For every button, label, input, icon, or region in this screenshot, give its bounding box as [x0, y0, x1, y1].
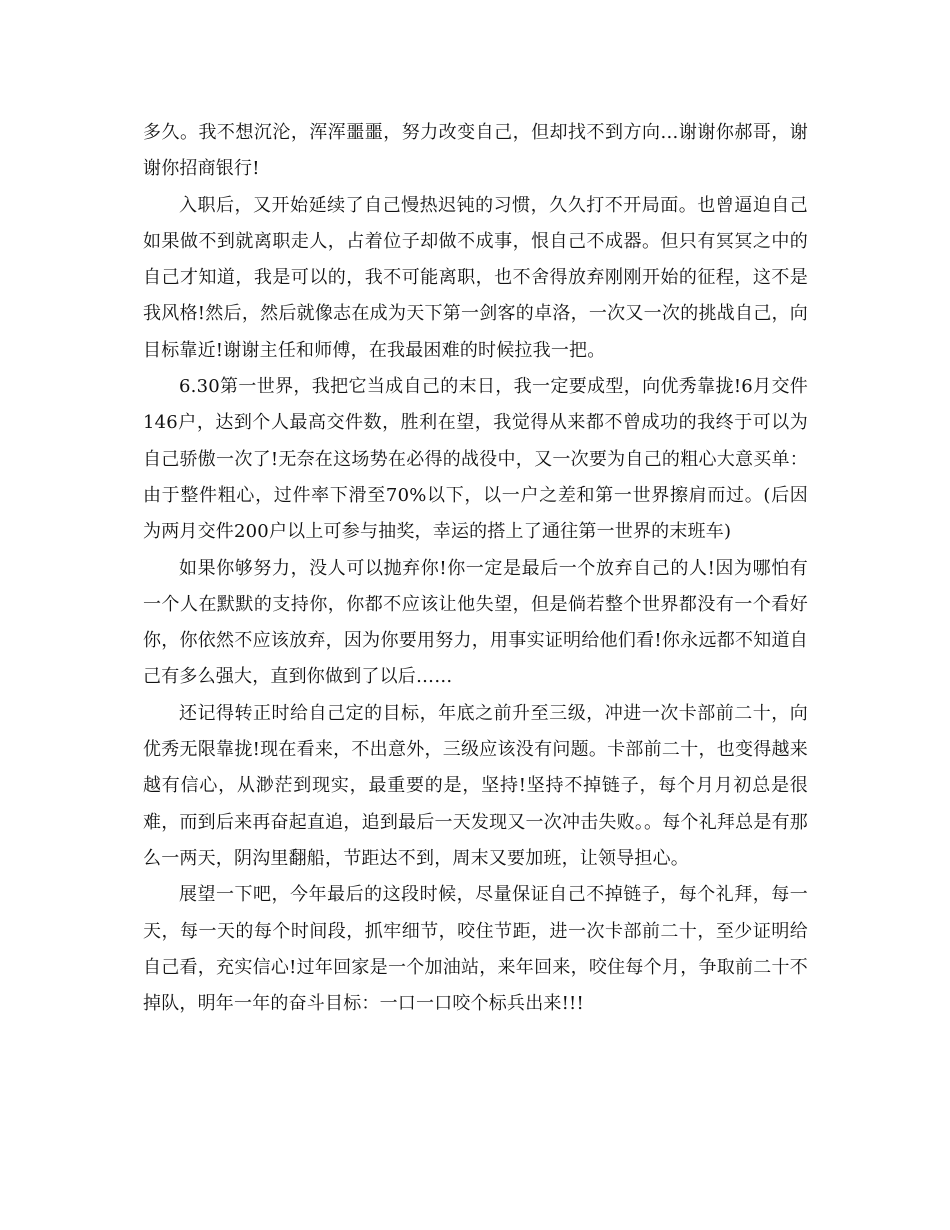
paragraph-onboarding: 入职后，又开始延续了自己慢热迟钝的习惯，久久打不开局面。也曾逼迫自己如果做不到就离职走人，占着位子却做不成事，恨自己不成器。但只有冥冥之中的自己才知道，我是可以的，我不可能离职，也不舍得放弃刚刚开始的征程，这不是我风格!然后，然后就像志在成为天下第一剑客的卓洛，一次又一次的挑战自己，向目标靠近!谢谢主任和师傅，在我最困难的时候拉我一把。 — [143, 194, 808, 361]
paragraph-goals: 还记得转正时给自己定的目标，年底之前升至三级，冲进一次卡部前二十，向优秀无限靠拢!现在看来，不出意外，三级应该没有问题。卡部前二十，也变得越来越有信心，从渺茫到现实，最重要的是，坚持!坚持不掉链子，每个月月初总是很难，而到后来再奋起直追，追到最后一天发现又一次冲击失败。。每个礼拜总是有那么一两天，阴沟里翻船，节距达不到，周末又要加班，让领导担心。 — [143, 702, 808, 869]
paragraph-continuation: 多久。我不想沉沦，浑浑噩噩，努力改变自己，但却找不到方向…谢谢你郝哥，谢谢你招商银行! — [143, 122, 808, 180]
paragraph-first-world: 6.30第一世界，我把它当成自己的末日，我一定要成型，向优秀靠拢!6月交件146户，达到个人最高交件数，胜利在望，我觉得从来都不曾成功的我终于可以为自己骄傲一次了!无奈在这场势在必得的战役中，又一次要为自己的粗心大意买单：由于整件粗心，过件率下滑至70%以下，以一户之差和第一世界擦肩而过。(后因为两月交件200户以上可参与抽奖，幸运的搭上了通往第一世界的末班车) — [143, 376, 808, 543]
paragraph-outlook: 展望一下吧，今年最后的这段时候，尽量保证自己不掉链子，每个礼拜，每一天，每一天的每个时间段，抓牢细节，咬住节距，进一次卡部前二十，至少证明给自己看，充实信心!过年回家是一个加油站，来年回来，咬住每个月，争取前二十不掉队，明年一年的奋斗目标：一口一口咬个标兵出来!!! — [143, 884, 808, 1015]
paragraph-effort: 如果你够努力，没人可以抛弃你!你一定是最后一个放弃自己的人!因为哪怕有一个人在默默的支持你，你都不应该让他失望，但是倘若整个世界都没有一个看好你，你依然不应该放弃，因为你要用努力，用事实证明给他们看!你永远都不知道自己有多么强大，直到你做到了以后…… — [143, 557, 808, 688]
document-body — [143, 115, 808, 1022]
